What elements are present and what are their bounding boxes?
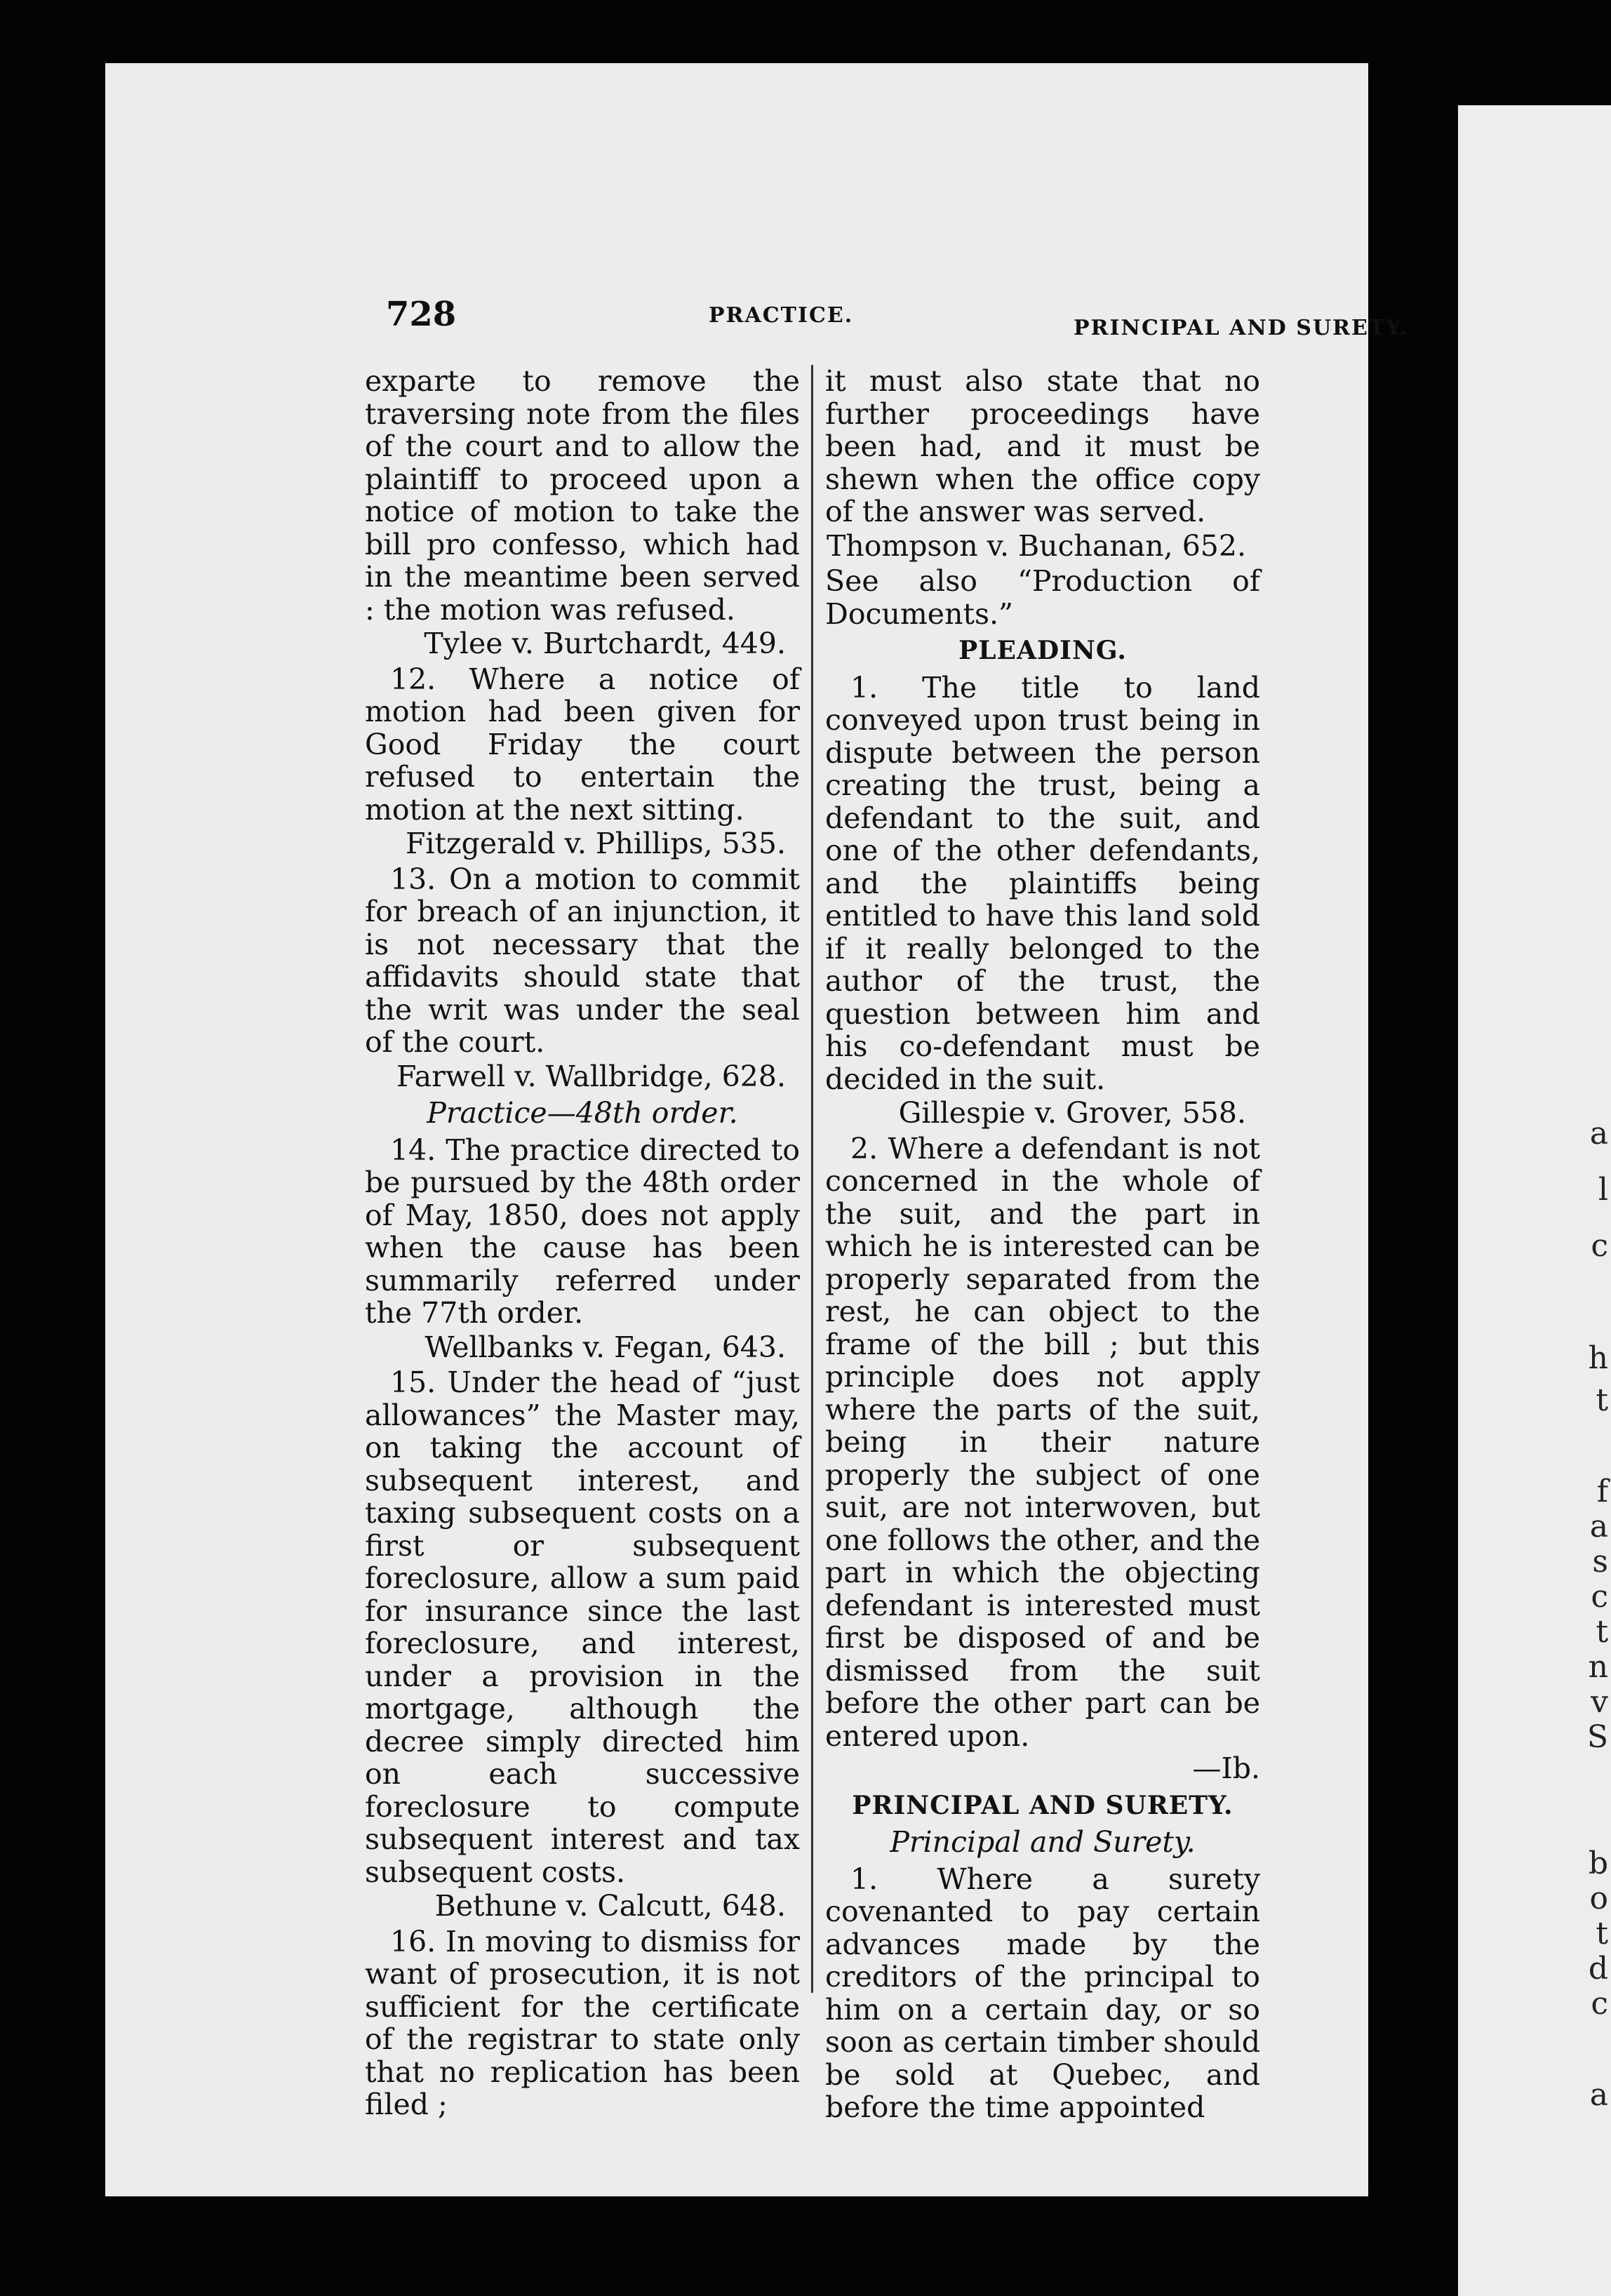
edge-letter: a xyxy=(1589,1509,1608,1544)
case-citation: Gillespie v. Grover, 558. xyxy=(898,1096,1246,1130)
paragraph-continued: exparte to remove the traversing note from the files of the court and to allow the plaintiff to proceed upon a notice of motion to take the bill pro confesso, which had in the meantime been served : the motion was refused. xyxy=(365,364,800,627)
section-heading-principal-and-surety: PRINCIPAL AND SURETY. xyxy=(852,1790,1234,1820)
case-citation: Wellbanks v. Fegan, 643. xyxy=(425,1330,786,1364)
case-citation: Bethune v. Calcutt, 648. xyxy=(434,1889,786,1923)
edge-letter: d xyxy=(1588,1951,1608,1987)
edge-letter: a xyxy=(1589,2077,1608,2113)
edge-letter: t xyxy=(1596,1614,1608,1650)
running-title-left: PRACTICE. xyxy=(709,303,854,328)
case-citation: Thompson v. Buchanan, 652. xyxy=(826,528,1246,563)
left-column xyxy=(365,364,800,2121)
section-heading-pleading: PLEADING. xyxy=(958,636,1127,665)
paragraph-16: 16. In moving to dismiss for want of prosecution, it is not sufficient for the certificate of the registrar to state only that no replication has been filed ; xyxy=(365,1924,800,2121)
paragraph-12: 12. Where a notice of motion had been given for Good Friday the court refused to entertain the motion at the next sitting. xyxy=(365,662,800,827)
facing-page-edge xyxy=(1458,105,1611,2296)
edge-letter: l xyxy=(1598,1172,1608,1208)
edge-letter: t xyxy=(1596,1382,1608,1418)
edge-letter: n xyxy=(1588,1649,1608,1685)
paragraph-13: 13. On a motion to commit for breach of an injunction, it is not necessary that the affidavits should state that the writ was under the seal of the court. xyxy=(365,862,800,1059)
right-column xyxy=(825,364,1260,2124)
facing-page-letters xyxy=(1580,105,1608,2296)
see-also-reference: See also “Production of Documents.” xyxy=(825,564,1260,631)
paragraph-surety-1: 1. Where a surety covenanted to pay certain advances made by the creditors of the principal to him on a certain day, or so soon as certain timber should be sold at Quebec, and before the time appointed xyxy=(825,1862,1260,2124)
paragraph-15: 15. Under the head of “just allowances” the Master may, on taking the account of subsequent interest, and taxing subsequent costs on a first or subsequent foreclosure, allow a sum paid for insurance since the last foreclosure, and interest, under a provision in the mortgage, although the decree simply directed him on each successive foreclosure to compute subsequent interest and tax subsequent costs. xyxy=(365,1366,800,1889)
case-citation: Fitzgerald v. Phillips, 535. xyxy=(405,827,786,860)
edge-letter: f xyxy=(1596,1474,1608,1509)
edge-letter: a xyxy=(1589,1116,1608,1152)
edge-letter: s xyxy=(1592,1544,1608,1580)
edge-letter: S xyxy=(1586,1719,1608,1755)
running-header xyxy=(274,295,1409,340)
paragraph-pleading-2: 2. Where a defendant is not concerned in the whole of the suit, and the part in which he is interested can be properly separated from the rest, he can object to the frame of the bill ; but this principle does not apply where the parts of the suit, being in their nature properly the subject of one suit, are not interwoven, but one follows the other, and the part in which the objecting defendant is interested must first be disposed of and be dismissed from the suit before the other part can be entered upon. xyxy=(825,1131,1260,1753)
running-title-right: PRINCIPAL AND SURETY. xyxy=(1074,316,1409,340)
edge-letter: c xyxy=(1591,1579,1608,1615)
edge-letter: b xyxy=(1588,1846,1608,1881)
paragraph-14: 14. The practice directed to be pursued by the 48th order of May, 1850, does not apply when the cause has been summarily referred under the 77th order. xyxy=(365,1133,800,1330)
edge-letter: c xyxy=(1591,1986,1608,2022)
case-citation: Tylee v. Burtchardt, 449. xyxy=(424,627,786,660)
edge-letter: o xyxy=(1589,1881,1608,1916)
subheading-48th-order: Practice—48th order. xyxy=(427,1096,738,1130)
edge-letter: v xyxy=(1591,1684,1608,1720)
edge-letter: c xyxy=(1591,1228,1608,1264)
paragraph-continued: it must also state that no further proceedings have been had, and it must be shewn when the office copy of the answer was served. xyxy=(825,364,1260,528)
column-divider xyxy=(811,365,813,1993)
edge-letter: t xyxy=(1596,1916,1608,1951)
case-citation: Farwell v. Wallbridge, 628. xyxy=(396,1059,786,1093)
paragraph-pleading-1: 1. The title to land conveyed upon trust being in dispute between the person creating the trust, being a defendant to the suit, and one of the other defendants, and the plaintiffs being entitled to have this land sold if it really belonged to the author of the trust, the question between him and his co-defendant must be decided in the suit. xyxy=(825,670,1260,1096)
page-number: 728 xyxy=(386,295,457,334)
edge-letter: h xyxy=(1588,1340,1608,1376)
subheading-principal-and-surety: Principal and Surety. xyxy=(890,1825,1196,1859)
case-citation-ibid: —Ib. xyxy=(1192,1751,1260,1785)
